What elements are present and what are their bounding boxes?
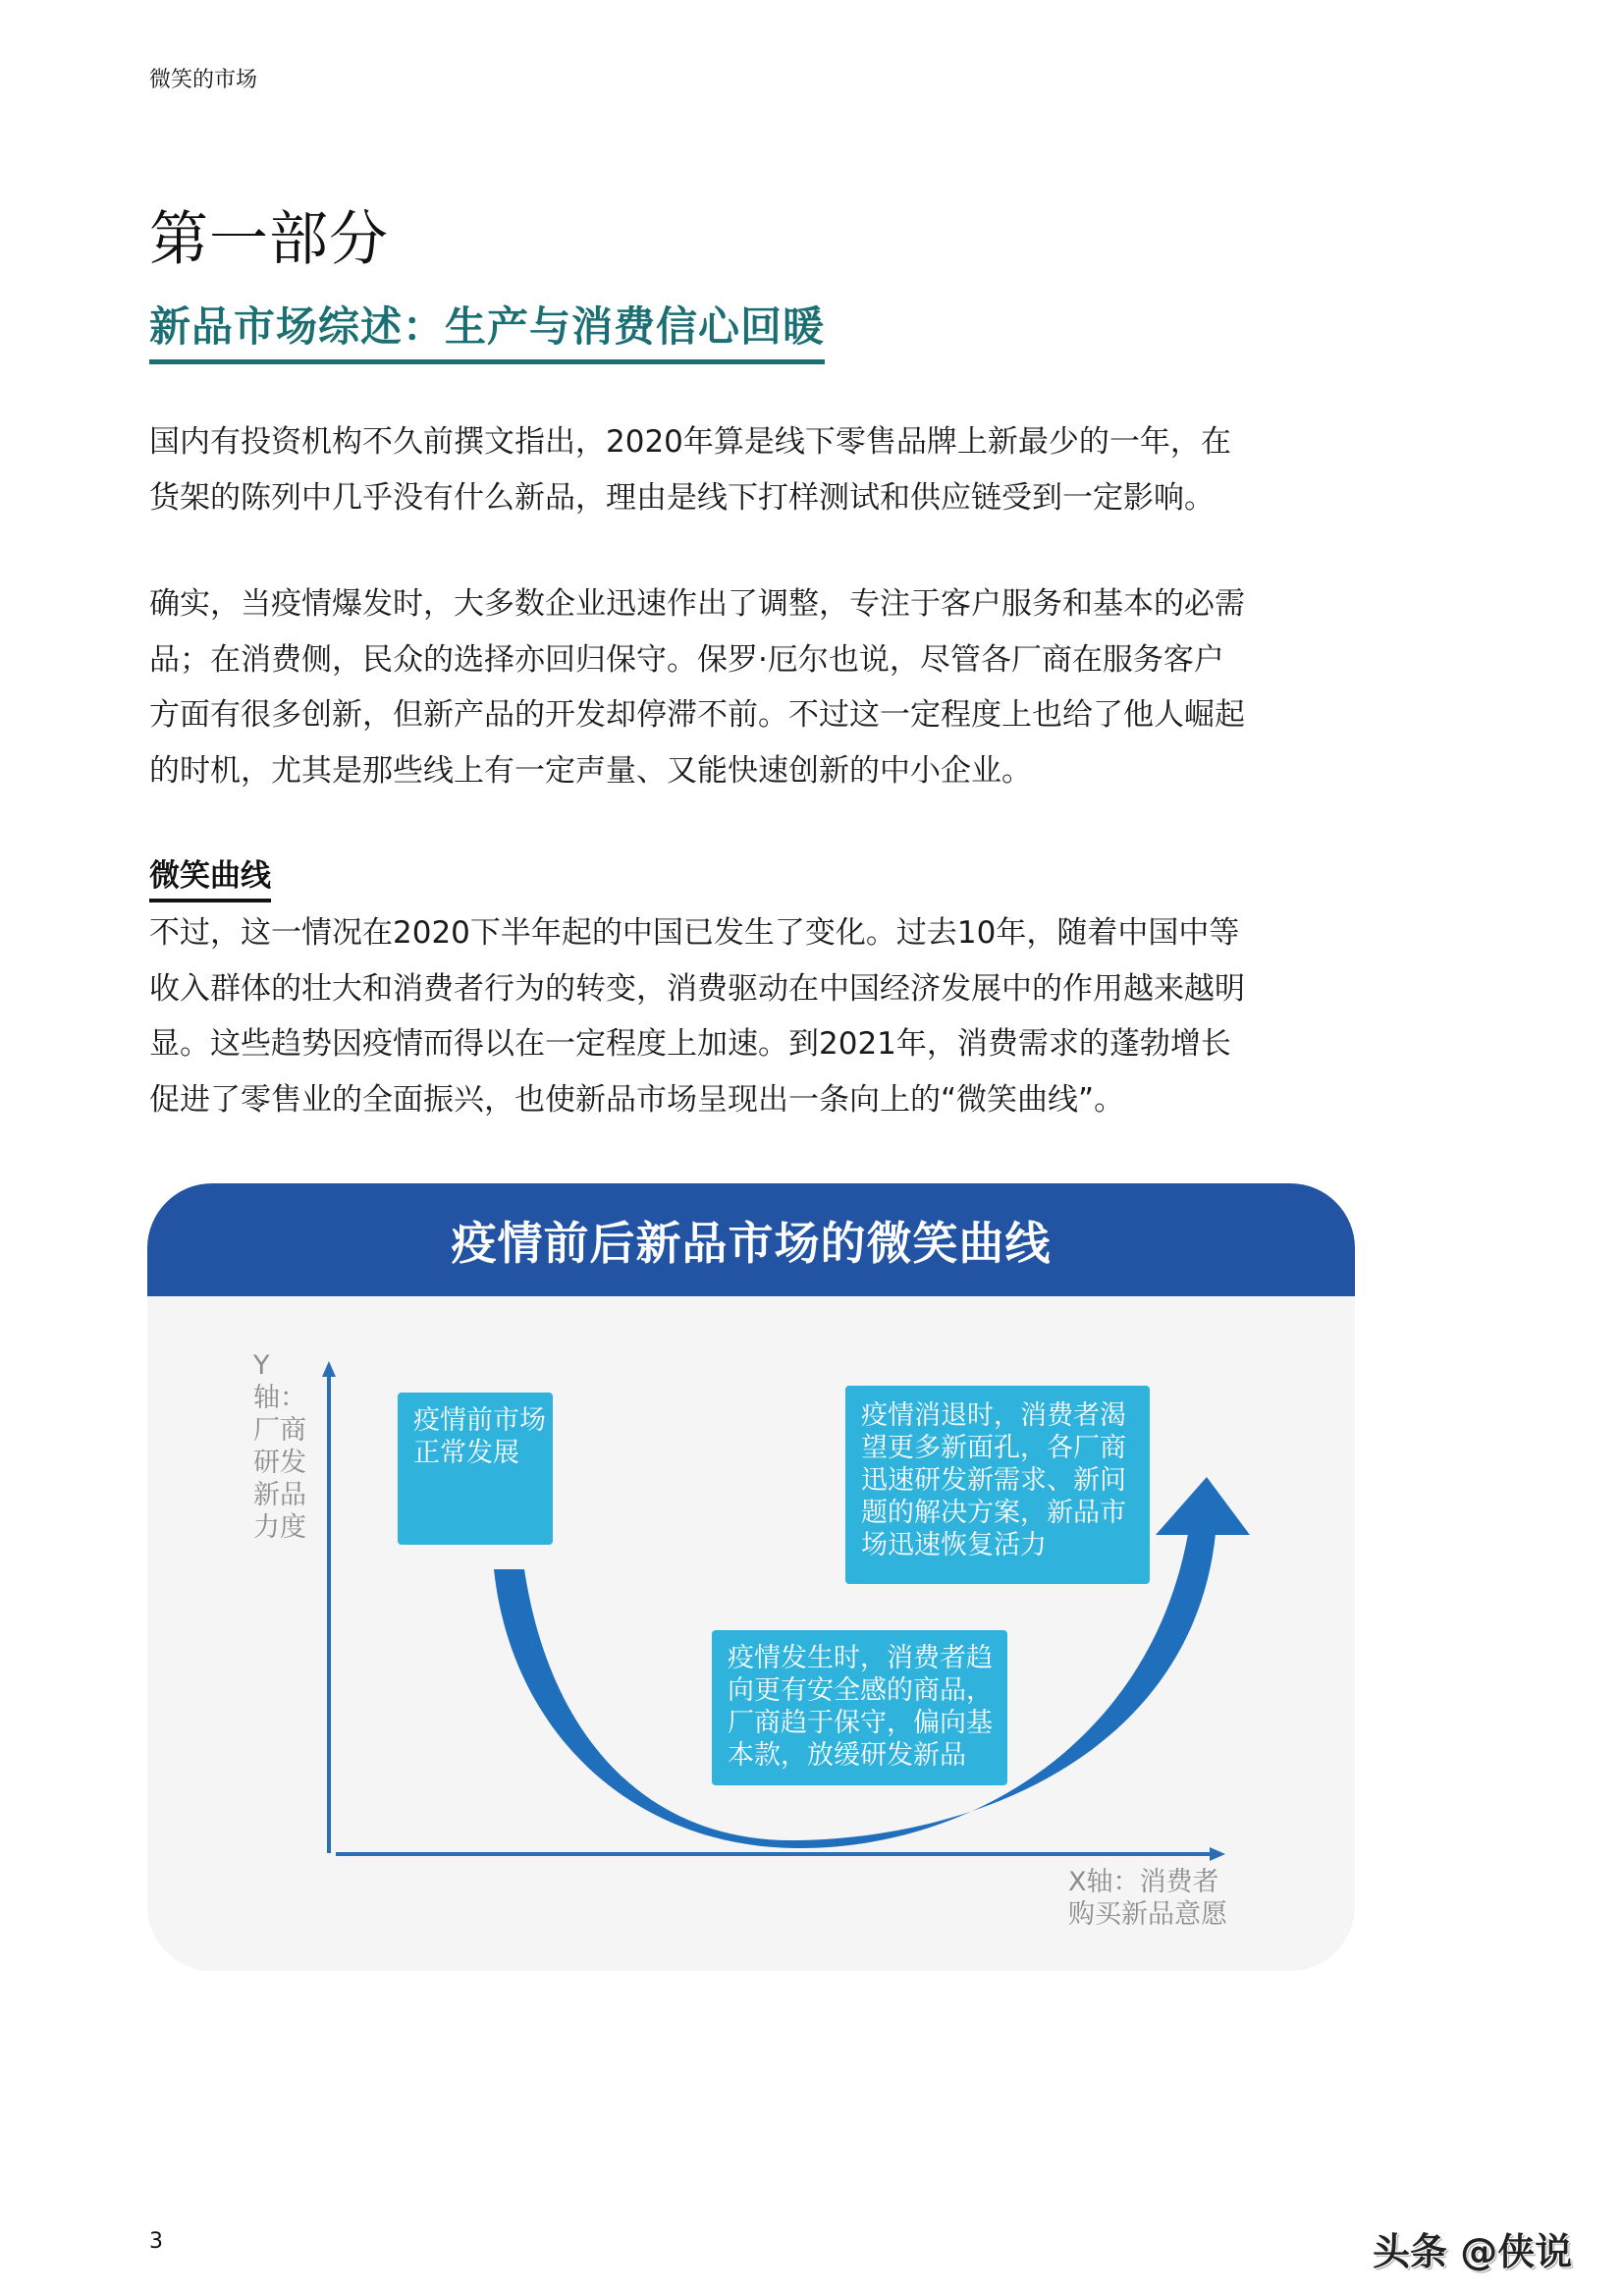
curve-arrowhead-icon	[1156, 1477, 1250, 1535]
section-title: 新品市场综述：生产与消费信心回暖	[149, 295, 825, 364]
y-axis-label-line: 研发	[253, 1448, 306, 1478]
callout-line: 本款，放缓研发新品	[728, 1740, 966, 1771]
callout-line: 疫情消退时，消费者渴	[861, 1400, 1126, 1431]
callout-line: 题的解决方案，新品市	[861, 1498, 1126, 1528]
paragraph-line: 方面有很多创新，但新产品的开发却停滞不前。不过这一定程度上也给了他人崛起	[149, 697, 1245, 733]
callout-before-pandemic	[398, 1393, 553, 1545]
callout-line: 迅速研发新需求、新问	[861, 1465, 1126, 1496]
y-axis	[322, 1361, 336, 1853]
callout-after-pandemic	[845, 1386, 1150, 1584]
subheading-smile-curve: 微笑曲线	[149, 850, 271, 902]
paragraph-line: 不过，这一情况在2020下半年起的中国已发生了变化。过去10年，随着中国中等	[149, 915, 1240, 951]
callout-line: 疫情前市场	[413, 1405, 546, 1436]
x-axis-arrow-icon	[1210, 1847, 1225, 1861]
x-axis	[336, 1847, 1225, 1861]
callout-line: 向更有安全感的商品，	[728, 1675, 993, 1706]
y-axis-label-line: Y轴：	[253, 1350, 306, 1413]
paragraph-line: 货架的陈列中几乎没有什么新品，理由是线下打样测试和供应链受到一定影响。	[149, 479, 1215, 516]
x-axis-label	[1068, 1866, 1227, 1931]
paragraph-line: 品；在消费侧，民众的选择亦回归保守。保罗·厄尔也说，尽管各厂商在服务客户	[149, 641, 1224, 678]
paragraph-line: 确实，当疫情爆发时，大多数企业迅速作出了调整，专注于客户服务和基本的必需	[149, 586, 1245, 622]
y-axis-label	[253, 1349, 312, 1544]
paragraph-line: 促进了零售业的全面振兴，也使新品市场呈现出一条向上的“微笑曲线”。	[149, 1081, 1125, 1118]
diagram-title: 疫情前后新品市场的微笑曲线	[451, 1216, 1052, 1270]
x-axis-label-line: 购买新品意愿	[1068, 1899, 1227, 1930]
paragraph-line: 的时机，尤其是那些线上有一定声量、又能快速创新的中小企业。	[149, 752, 1032, 789]
paragraph-line: 国内有投资机构不久前撰文指出，2020年算是线下零售品牌上新最少的一年，在	[149, 424, 1231, 460]
callout-line: 正常发展	[413, 1438, 519, 1468]
part-title: 第一部分	[149, 205, 389, 274]
callout-line: 场迅速恢复活力	[861, 1530, 1047, 1560]
y-axis-label-line: 厂商	[253, 1415, 306, 1446]
paragraph-line: 显。这些趋势因疫情而得以在一定程度上加速。到2021年，消费需求的蓬勃增长	[149, 1026, 1231, 1062]
y-axis-arrow-icon	[322, 1361, 336, 1377]
y-axis-label-line: 新品	[253, 1480, 306, 1510]
y-axis-label-line: 力度	[253, 1512, 306, 1543]
callout-line: 厂商趋于保守，偏向基	[728, 1708, 993, 1738]
watermark: 头条 @侠说	[1373, 2230, 1573, 2273]
paragraph-line: 收入群体的壮大和消费者行为的转变，消费驱动在中国经济发展中的作用越来越明	[149, 970, 1245, 1007]
page-number: 3	[149, 2229, 163, 2254]
x-axis-label-line: X轴：消费者	[1068, 1867, 1219, 1897]
callout-line: 疫情发生时，消费者趋	[728, 1643, 993, 1673]
running-header: 微笑的市场	[149, 68, 258, 92]
callout-during-pandemic	[712, 1630, 1007, 1785]
callout-line: 望更多新面孔，各厂商	[861, 1433, 1126, 1463]
